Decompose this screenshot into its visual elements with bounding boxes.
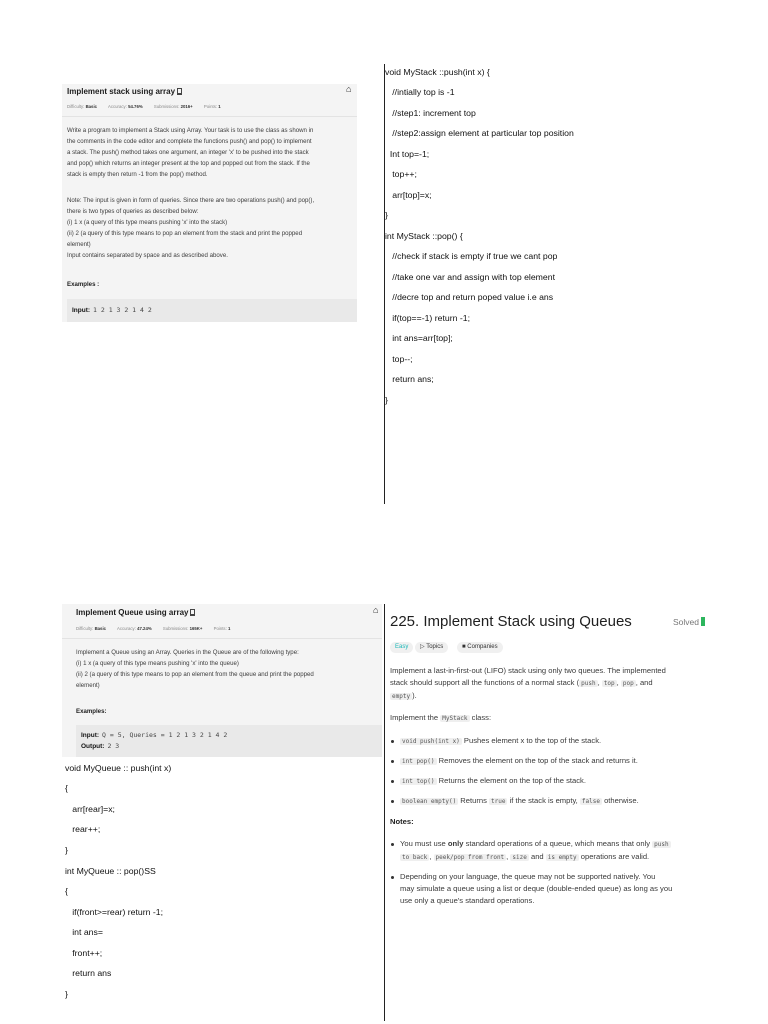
code-line: front++; — [65, 948, 103, 958]
leetcode-intro: Implement a last-in-first-out (LIFO) stack using only two queues. The implemented stack should support all the functions of a normal stack ( push , top , pop , and empty ). — [390, 666, 666, 700]
code-line: //step2:assign element at particular top position — [385, 128, 574, 138]
divider-bottom — [384, 604, 385, 1021]
stack-problem-meta: Difficulty: Basic Accuracy: 54.76% Submissions: 2016+ Points: 1 — [67, 104, 221, 109]
code-line: } — [385, 210, 388, 220]
queue-examples-label: Examples: — [76, 708, 107, 715]
code-line: arr[top]=x; — [385, 190, 432, 200]
code-line: return ans; — [385, 374, 434, 384]
code-line: int ans=arr[top]; — [385, 333, 453, 343]
method-top: int top() Returns the element on the top of the stack. — [402, 776, 586, 785]
code-line: int ans= — [65, 927, 103, 937]
code-line: //check if stack is empty if true we cant pop — [385, 251, 558, 261]
code-line: } — [385, 395, 388, 405]
code-line: void MyStack ::push(int x) { — [385, 67, 490, 77]
stack-example-input: Input: 1 2 1 3 2 1 4 2 — [72, 306, 152, 314]
method-empty: boolean empty() Returns true if the stack is empty, false otherwise. — [402, 796, 639, 805]
topics-tag[interactable]: ▷ Topics — [415, 642, 448, 653]
code-line: { — [65, 886, 68, 896]
stack-problem-card — [62, 84, 357, 322]
code-line: rear++; — [65, 824, 101, 834]
code-line: } — [65, 989, 68, 999]
lock-icon: ■ — [462, 644, 466, 650]
code-line: //take one var and assign with top element — [385, 272, 555, 282]
home-icon[interactable]: ⌂ — [346, 84, 352, 94]
code-line: { — [65, 783, 68, 793]
code-line: if(top==-1) return -1; — [385, 313, 470, 323]
stack-problem-title: Implement stack using array — [67, 87, 182, 96]
method-pop: int pop() Removes the element on the top of the stack and returns it. — [402, 756, 638, 765]
leetcode-implement-line: Implement the MyStack class: — [390, 713, 492, 722]
solved-check-icon — [701, 617, 705, 626]
note-1: You must use only standard operations of a queue, which means that only push to back , peek/pop from front , size and is empty operations are valid. — [400, 839, 669, 861]
code-line: top--; — [385, 354, 413, 364]
stack-example-box — [67, 299, 357, 322]
code-line: //intially top is -1 — [385, 87, 455, 97]
queue-example-output: Output: 2 3 — [81, 742, 120, 750]
queue-problem-title: Implement Queue using array — [76, 608, 195, 617]
difficulty-tag[interactable]: Easy — [390, 642, 413, 653]
leetcode-title: 225. Implement Stack using Queues — [390, 613, 632, 630]
code-line: //decre top and return poped value i.e ans — [385, 292, 554, 302]
code-line: void MyQueue :: push(int x) — [65, 763, 172, 773]
method-push: void push(int x) Pushes element x to the top of the stack. — [402, 736, 602, 745]
notes-label: Notes: — [390, 817, 414, 826]
code-line: int MyQueue :: pop()SS — [65, 866, 156, 876]
home-icon[interactable]: ⌂ — [373, 605, 379, 615]
bookmark-icon[interactable] — [190, 609, 195, 616]
code-line: //step1: increment top — [385, 108, 476, 118]
bookmark-icon[interactable] — [177, 88, 182, 95]
code-line: Int top=-1; — [385, 149, 430, 159]
code-line: arr[rear]=x; — [65, 804, 115, 814]
companies-tag[interactable]: ■ Companies — [457, 642, 503, 653]
queue-problem-description: Implement a Queue using an Array. Queries in the Queue are of the following type: (i) 1 x (a query of this type means pushing 'x' into the queue) (ii) 2 (a query of this type means to pop an element from the queue and print the popped element) — [76, 649, 314, 689]
note-2: Depending on your language, the queue may not be supported natively. You may simulate a queue using a list or deque (double-ended queue) as long as you use only a queue's standard operations. — [400, 872, 673, 905]
queue-example-box — [76, 725, 382, 757]
code-line: if(front>=rear) return -1; — [65, 907, 164, 917]
code-line: top++; — [385, 169, 417, 179]
solved-status: Solved — [673, 617, 705, 627]
tag-icon: ▷ — [420, 644, 425, 650]
code-line: return ans — [65, 968, 112, 978]
stack-examples-label: Examples : — [67, 281, 100, 288]
code-line: } — [65, 845, 68, 855]
stack-problem-note: Note: The input is given in form of queries. Since there are two operations push() and pop(), there is two types of queries as described below: (i) 1 x (a query of this type means pushing 'x' into the stack) (ii) 2 (a query of this type means to pop an element from the stack and print the popped element) Input contains separated by space and as described above. — [67, 197, 315, 259]
stack-problem-description: Write a program to implement a Stack using Array. Your task is to use the class as shown in the comments in the code editor and complete the functions push() and pop() to implement a stack. The push() method takes one argument, an integer 'x' to be pushed into the stack and pop() which returns an integer present at the top and popped out from the stack. If the stack is empty then return -1 from the pop() method. — [67, 127, 314, 178]
queue-problem-card — [62, 604, 382, 757]
queue-problem-meta: Difficulty: Basic Accuracy: 47.24% Submissions: 165K+ Points: 1 — [76, 626, 231, 631]
queue-example-input: Input: Q = 5, Queries = 1 2 1 3 2 1 4 2 — [81, 731, 228, 739]
code-line: int MyStack ::pop() { — [385, 231, 463, 241]
